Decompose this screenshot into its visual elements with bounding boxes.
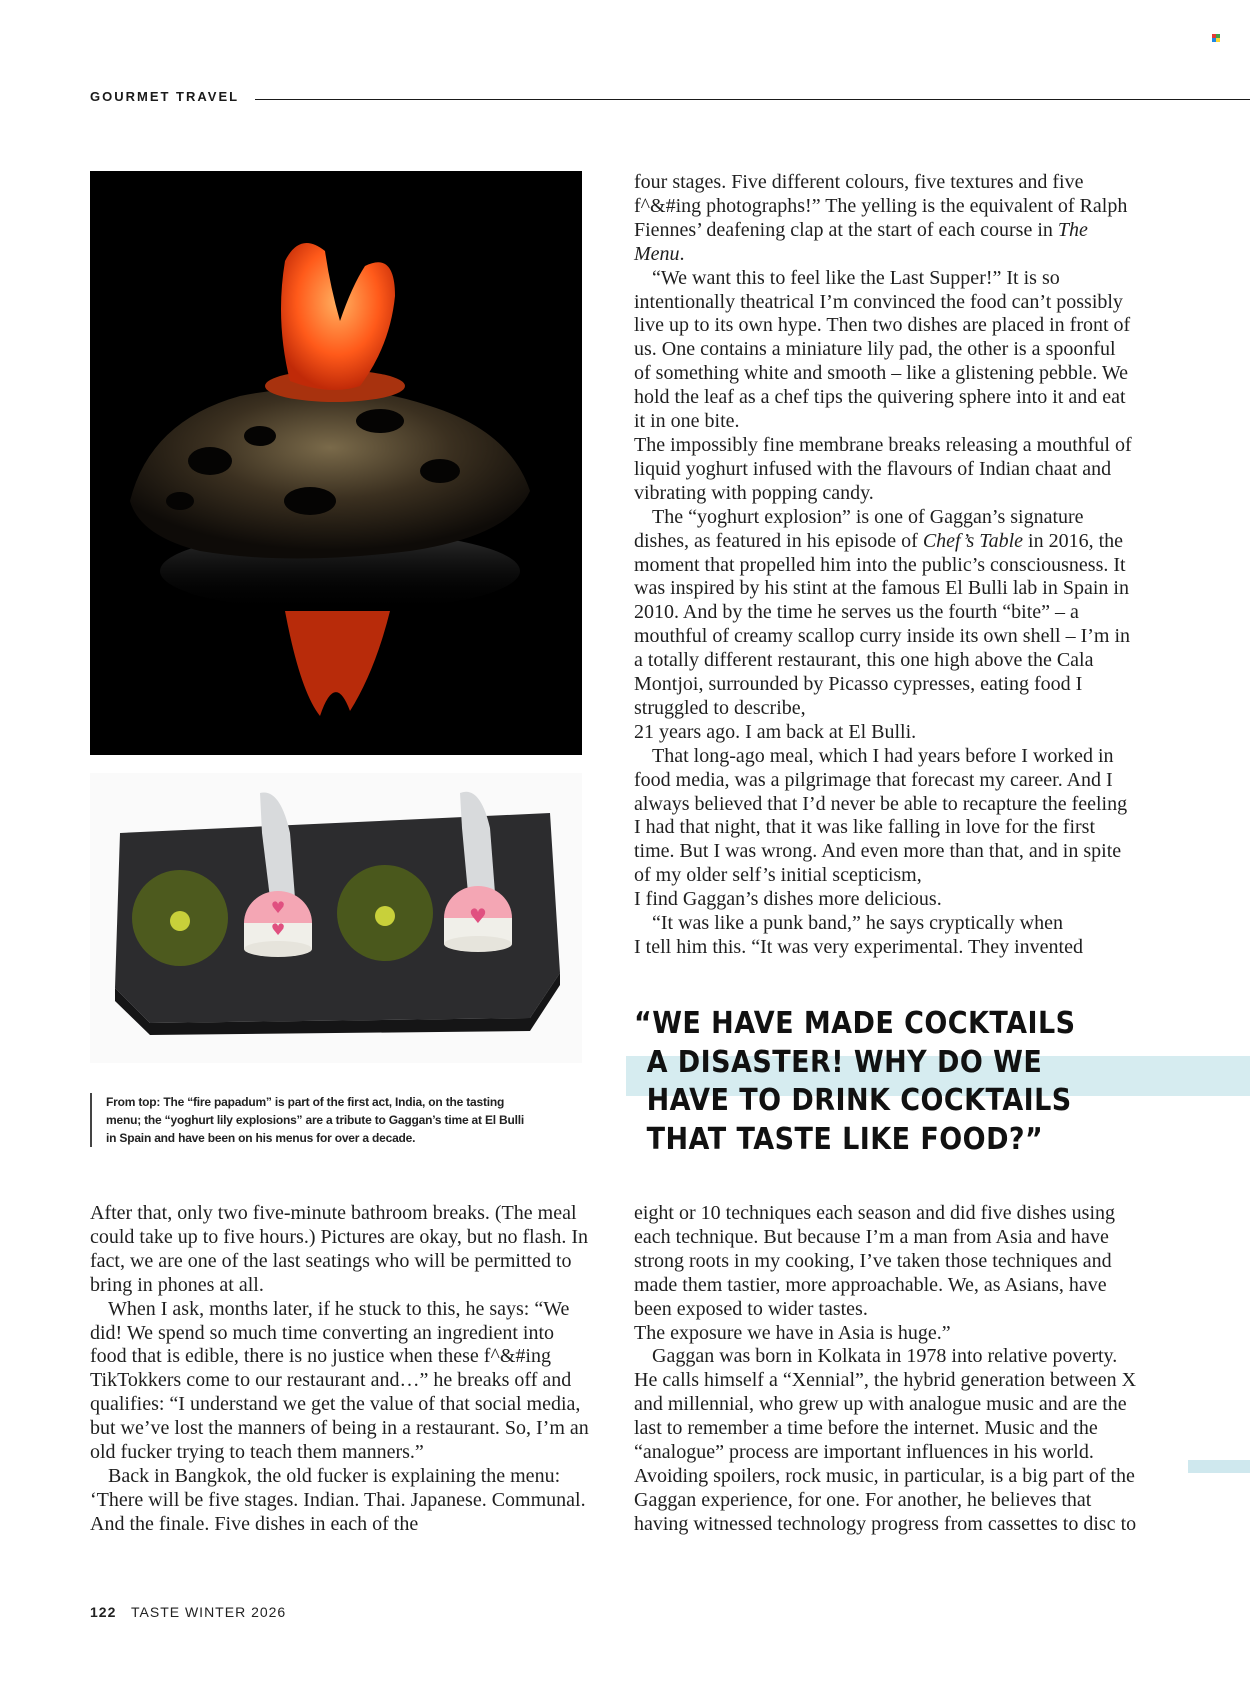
paragraph: 21 years ago. I am back at El Bulli.	[634, 720, 917, 743]
page-number: 122	[90, 1604, 117, 1620]
title-chefs-table: Chef’s Table	[922, 529, 1024, 552]
photo-yoghurt-lily-explosions	[90, 773, 582, 1063]
registration-mark-icon	[1212, 34, 1220, 42]
pull-quote	[634, 1005, 1102, 1159]
photo-caption: From top: The “fire papadum” is part of the first act, India, on the tasting menu; the “yoghurt lily explosions” are a tribute to Gaggan’s time at El Bulli in Spain and have been on his menus for over a decade.	[90, 1093, 526, 1147]
pull-quote-line: “WE HAVE MADE COCKTAILS	[634, 1006, 1076, 1041]
pull-quote-line: HAVE TO DRINK COCKTAILS	[646, 1083, 1072, 1118]
section-label: GOURMET TRAVEL	[90, 89, 240, 104]
paragraph: The exposure we have in Asia is huge.”	[634, 1321, 951, 1344]
right-column-bottom	[634, 1202, 1139, 1537]
svg-text:♥: ♥	[270, 920, 286, 939]
paragraph: That long-ago meal, which I had years before I worked in food media, was a pilgrimage that forecast my career. And I always believed that I’d never be able to recapture the feeling I had that night, that it was like falling in love for the first time. But I was wrong. And even more than that, and in spite of my older self’s initial scepticism,	[634, 744, 1128, 887]
fire-papadum-illustration	[90, 171, 582, 755]
page-footer	[90, 1604, 286, 1620]
pull-quote-line: A DISASTER! WHY DO WE	[646, 1044, 1043, 1080]
paragraph: I find Gaggan’s dishes more delicious.	[634, 888, 942, 911]
paragraph: four stages. Five different colours, five textures and five f^&#ing photographs!” The yelling is the equivalent of Ralph Fiennes’ deafening clap at the start of each course in The Menu.	[634, 171, 1128, 265]
photo-fire-papadum	[90, 171, 582, 755]
paragraph: The impossibly fine membrane breaks releasing a mouthful of liquid yoghurt infused with the flavours of Indian chaat and vibrating with popping candy.	[634, 433, 1132, 504]
paragraph: The “yoghurt explosion” is one of Gaggan’s signature dishes, as featured in his episode of Chef’s Table in 2016, the moment that propelled him into the public’s consciousness. It was inspired by his stint at the famous El Bulli lab in Spain in 2010. And by the time he serves us the fourth “bite” – a mouthful of creamy scallop curry inside its own shell – I’m in a totally different restaurant, this one high above the Cala Montjoi, surrounded by Picasso cypresses, eating food I struggled to describe,	[634, 505, 1131, 719]
header-rule	[255, 99, 1250, 100]
svg-text:♥: ♥	[270, 898, 286, 917]
side-tab-marker	[1188, 1460, 1250, 1473]
publication-name: TASTE WINTER 2026	[131, 1604, 287, 1620]
paragraph: “We want this to feel like the Last Supper!” It is so intentionally theatrical I’m convinced the food can’t possibly live up to its own hype. Then two dishes are placed in front of us. One contains a miniature lily pad, the other is a spoonful of something white and smooth – like a glistening pebble. We hold the leaf as a chef tips the quivering sphere into it and eat it in one bite.	[634, 266, 1131, 433]
paragraph: After that, only two five-minute bathroom breaks. (The meal could take up to five hours.) Pictures are okay, but no flash. In fact, we are one of the last seatings who will be permitted to bring in phones at all.	[90, 1202, 589, 1296]
paragraph: “It was like a punk band,” he says cryptically when	[652, 912, 1063, 935]
paragraph: eight or 10 techniques each season and did five dishes using each technique. But because I’m a man from Asia and have strong roots in my cooking, I’ve taken those techniques and made them tastier, more approachable. We, as Asians, have been exposed to wider tastes.	[634, 1202, 1115, 1320]
right-column-top	[634, 171, 1134, 960]
paragraph: Back in Bangkok, the old fucker is explaining the menu: ‘There will be five stages. Indian. Thai. Japanese. Communal. And the finale. Five dishes in each of the	[90, 1464, 586, 1535]
left-column-bottom	[90, 1202, 595, 1537]
paragraph: I tell him this. “It was very experimental. They invented	[634, 936, 1083, 958]
paragraph: When I ask, months later, if he stuck to this, he says: “We did! We spend so much time converting an ingredient into food that is edible, there is no justice when these f^&#ing TikTokkers come to our restaurant and…” he breaks off and qualifies: “I understand we get the value of that social media, but we’ve lost the manners of being in a restaurant. So, I’m an old fucker trying to teach them manners.”	[90, 1297, 589, 1464]
title-the-menu: The Menu	[634, 218, 1088, 265]
yoghurt-lily-illustration	[90, 773, 582, 1063]
paragraph: Gaggan was born in Kolkata in 1978 into relative poverty. He calls himself a “Xennial”, the hybrid generation between X and millennial, who grew up with analogue music and are the last to remember a time before the internet. Music and the “analogue” process are important influences in his world. Avoiding spoilers, rock music, in particular, is a big part of the Gaggan experience, for one. For another, he believes that having witnessed technology progress from cassettes to disc to	[634, 1345, 1137, 1535]
pull-quote-line: THAT TASTE LIKE FOOD?”	[646, 1121, 1044, 1157]
svg-text:♥: ♥	[469, 904, 487, 928]
